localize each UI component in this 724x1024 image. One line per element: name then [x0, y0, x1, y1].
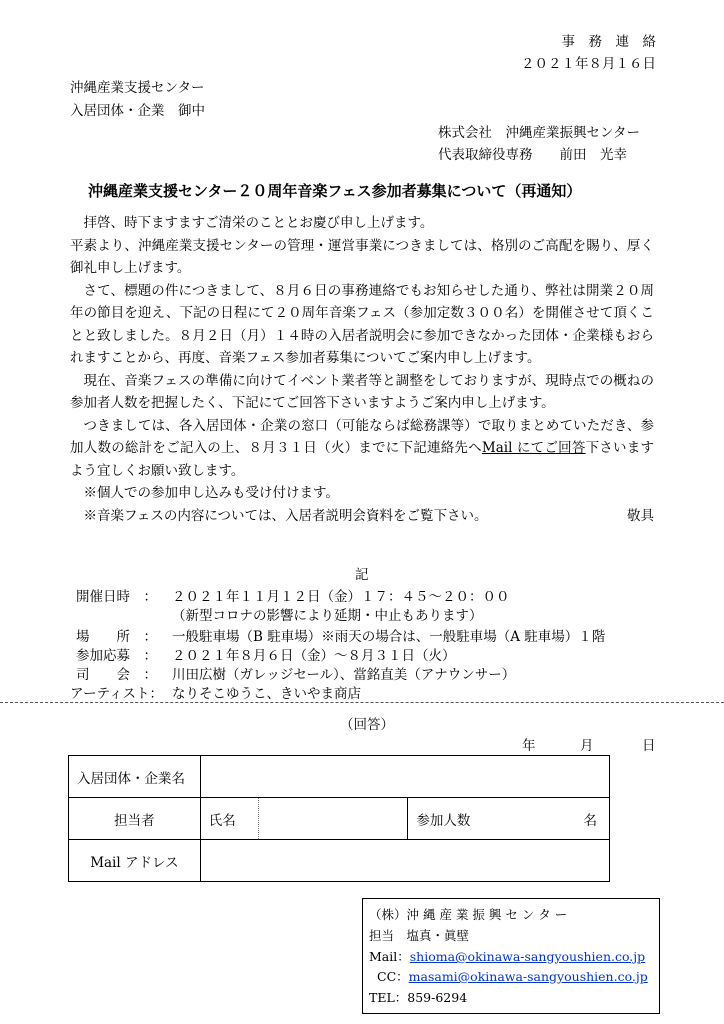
- detail-label-mc: 司 会 ：: [76, 667, 157, 683]
- contact-organization: （株）沖 縄 産 業 振 興 セ ン タ ー: [369, 907, 568, 922]
- company-name-label: 入居団体・企業名: [69, 756, 201, 798]
- contact-cc-link[interactable]: masami@okinawa-sangyoushien.co.jp: [408, 969, 648, 984]
- contact-cc-line: [377, 967, 648, 985]
- contact-tel: TEL：859-6294: [369, 990, 468, 1005]
- table-row: [69, 798, 610, 840]
- mail-address-label: Mail アドレス: [69, 840, 201, 882]
- document-title: 沖縄産業支援センター２０周年音楽フェス参加者募集について（再通知）: [88, 182, 582, 200]
- detail-value-mc: 川田広樹（ガレッジセール）、當銘直美（アナウンサー）: [172, 667, 516, 683]
- table-row: [69, 756, 610, 798]
- detail-value-note: （新型コロナの影響により延期・中止もあります）: [172, 608, 483, 624]
- document-date: ２０２１年８月１６日: [521, 56, 656, 72]
- request-paragraph: 現在、音楽フェスの準備に向けてイベント業者等と調整をしておりますが、現時点での概ねの参加者人数を把握したく、下記にてご回答下さいますようご案内申し上げます。: [70, 372, 654, 411]
- reply-day-label: 日: [642, 738, 656, 754]
- detail-value-artist: なりそこゆうこ、きいやま商店: [172, 686, 361, 702]
- thanks-paragraph: 平素より、沖縄産業支援センターの管理・運営事業につきましては、格別のご高配を賜り、厚く御礼申し上げます。: [70, 237, 654, 276]
- instruction-text-b: 下さいますよう宜しくお願い致します。: [70, 440, 654, 479]
- instruction-paragraph: [70, 415, 654, 483]
- instruction-text-a: つきましては、各入居団体・企業の窓口（可能ならば総務課等）で取りまとめていただき、参加人数の総計をご記入の上、８月３１日（火）までに下記連絡先へ: [70, 417, 654, 456]
- name-field[interactable]: [258, 798, 408, 840]
- cut-line: [0, 702, 724, 703]
- reply-year-label: 年: [522, 738, 536, 754]
- contact-box: [362, 898, 660, 1014]
- details-heading: 記: [355, 567, 369, 583]
- recipient-line-2: 入居団体・企業 御中: [70, 103, 205, 119]
- reply-heading: （回答）: [340, 717, 394, 733]
- mail-reply-emphasis: Mail にてご回答: [481, 440, 586, 456]
- contact-person: 担当 塩真・眞壁: [369, 928, 470, 943]
- participant-count-field[interactable]: [408, 798, 610, 840]
- sender-company: 株式会社 沖縄産業振興センター: [438, 125, 640, 141]
- note-content: [70, 505, 654, 528]
- detail-value-application: ２０２１年８月６日（金）～８月３１日（火）: [172, 648, 456, 664]
- participant-count-label: 参加人数: [416, 812, 471, 829]
- recipient-line-1: 沖縄産業支援センター: [70, 80, 205, 96]
- greeting-paragraph: 拝啓、時下ますますご清栄のこととお慶び申し上げます。: [83, 215, 434, 231]
- detail-label-date: 開催日時 ：: [76, 589, 157, 605]
- contact-mail-label: Mail：: [369, 949, 410, 964]
- sender-person: 代表取締役専務 前田 光幸: [438, 147, 627, 163]
- reply-form-table: [68, 755, 610, 882]
- detail-value-place: 一般駐車場（B 駐車場）※雨天の場合は、一般駐車場（A 駐車場）１階: [172, 629, 606, 645]
- detail-label-artist: アーティスト：: [70, 686, 164, 702]
- letter-body: [70, 212, 654, 527]
- contact-mail-line: [369, 947, 645, 965]
- contact-mail-link[interactable]: shioma@okinawa-sangyoushien.co.jp: [409, 949, 646, 964]
- detail-label-application: 参加応募 ：: [76, 648, 157, 664]
- detail-label-place: 場 所 ：: [76, 629, 157, 645]
- announcement-paragraph: さて、標題の件につきまして、８月６日の事務連絡でもお知らせした通り、弊社は開業２０周年の節目を迎え、下記の日程にて２０周年音楽フェス（参加定数３００名）を開催させて頂くことと致しました。８月２日（月）１４時の入居者説明会に参加できなかった団体・企業様もおられますことから、再度、音楽フェス参加者募集についてご案内申し上げます。: [70, 282, 654, 366]
- contact-person-label: 担当者: [69, 798, 201, 840]
- table-row: [69, 840, 610, 882]
- document-type: 事 務 連 絡: [561, 34, 656, 50]
- mail-address-field[interactable]: [200, 840, 609, 882]
- note-content-text: ※音楽フェスの内容については、入居者説明会資料をご覧下さい。: [83, 507, 488, 524]
- note-individual: ※個人での参加申し込みも受け付けます。: [83, 485, 339, 501]
- contact-cc-label: CC：: [377, 969, 409, 984]
- participant-count-unit: 名: [583, 812, 597, 829]
- detail-value-date: ２０２１年１１月１２日（金）１７：４５～２０：００: [172, 589, 510, 605]
- closing-word: 敬具: [627, 507, 654, 524]
- name-label: 氏名: [200, 798, 258, 840]
- reply-month-label: 月: [580, 738, 594, 754]
- company-name-field[interactable]: [200, 756, 609, 798]
